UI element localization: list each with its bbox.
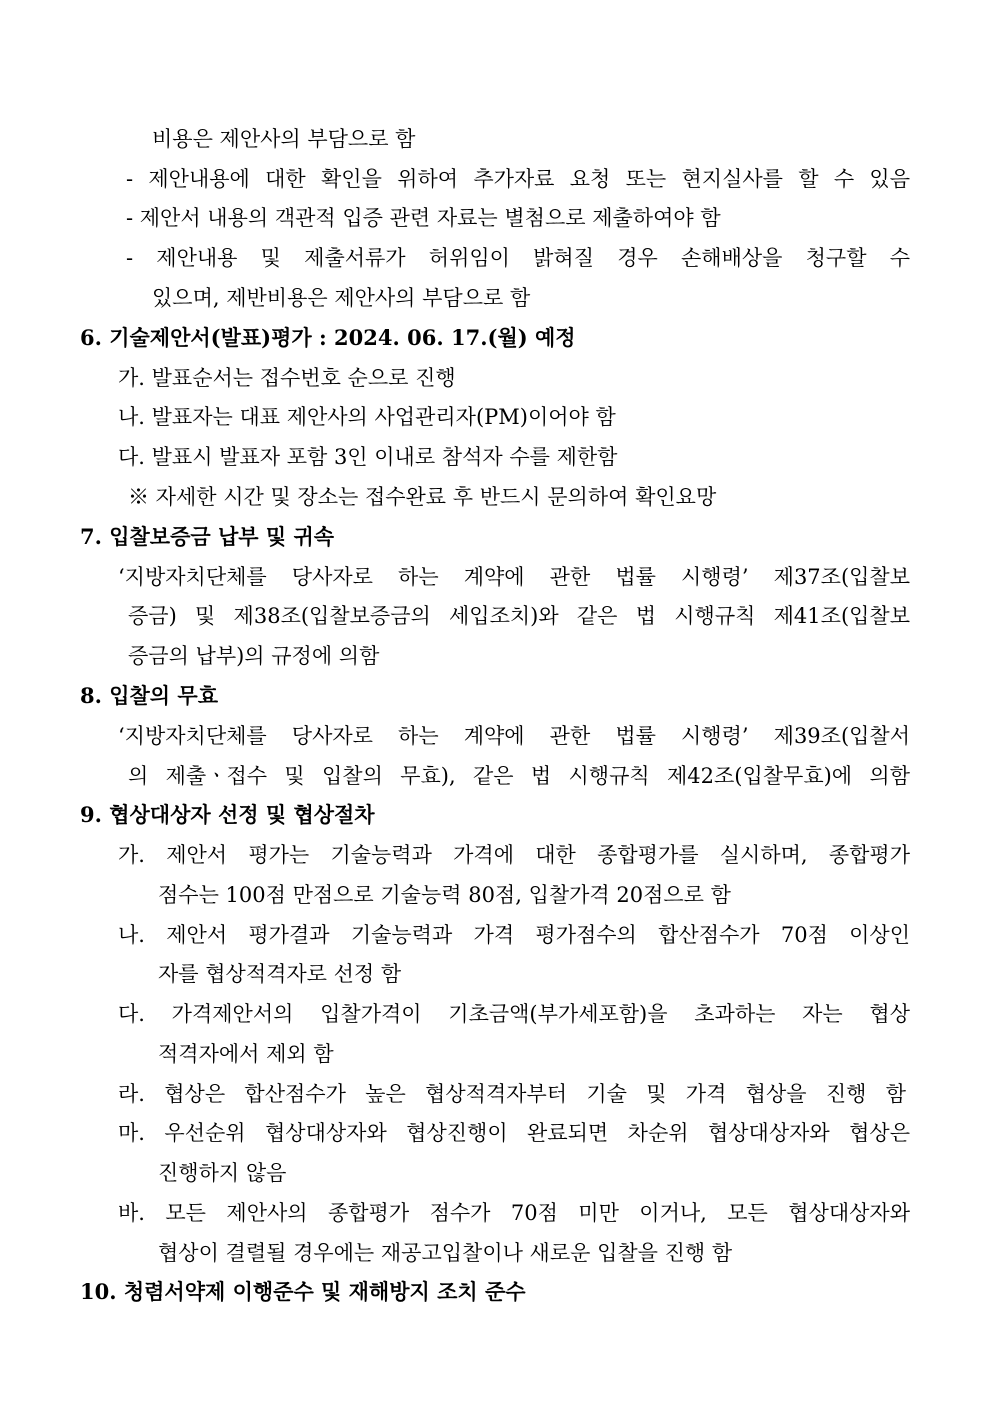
section-6-heading: 6. 기술제안서(발표)평가 : 2024. 06. 17.(월) 예정 [80,325,576,350]
section-10-heading: 10. 청렴서약제 이행준수 및 재해방지 조치 준수 [80,1279,526,1304]
intro-bullet-evidence: - 제안서 내용의 객관적 입증 관련 자료는 별첨으로 제출하여야 함 [126,206,721,230]
intro-bullet-verification: - 제안내용에 대한 확인을 위하여 추가자료 요청 또는 현지실사를 할 수 있음 [126,167,910,191]
section-9-item-ga-2: 점수는 100점 만점으로 기술능력 80점, 입찰가격 20점으로 함 [158,883,731,907]
section-6-item-ga: 가. 발표순서는 접수번호 순으로 진행 [118,366,456,390]
section-9-item-na-1: 나. 제안서 평가결과 기술능력과 가격 평가점수의 합산점수가 70점 이상인 [118,923,910,947]
intro-bullet-falsity: - 제안내용 및 제출서류가 허위임이 밝혀질 경우 손해배상을 청구할 수 [126,246,910,270]
section-9-item-ra: 라. 협상은 합산점수가 높은 협상적격자부터 기술 및 가격 협상을 진행 함 [118,1082,906,1106]
section-7-line-1: ‘지방자치단체를 당사자로 하는 계약에 관한 법률 시행령’ 제37조(입찰보 [118,565,910,589]
section-7-line-2: 증금) 및 제38조(입찰보증금의 세입조치)와 같은 법 시행규칙 제41조(입찰보 [128,604,910,628]
section-9-item-ga-1: 가. 제안서 평가는 기술능력과 가격에 대한 종합평가를 실시하며, 종합평가 [118,843,910,867]
section-6-item-na: 나. 발표자는 대표 제안사의 사업관리자(PM)이어야 함 [118,405,616,429]
intro-bullet-falsity-cont: 있으며, 제반비용은 제안사의 부담으로 함 [152,286,531,310]
section-8-line-1: ‘지방자치단체를 당사자로 하는 계약에 관한 법률 시행령’ 제39조(입찰서 [118,724,910,748]
section-9-item-da-1: 다. 가격제안서의 입찰가격이 기초금액(부가세포함)을 초과하는 자는 협상 [118,1002,910,1026]
section-7-line-3: 증금의 납부)의 규정에 의함 [128,644,380,668]
section-9-item-ma-1: 마. 우선순위 협상대상자와 협상진행이 완료되면 차순위 협상대상자와 협상은 [118,1121,910,1145]
section-6-item-da: 다. 발표시 발표자 포함 3인 이내로 참석자 수를 제한함 [118,445,618,469]
section-8-line-2: 의 제출ㆍ접수 및 입찰의 무효), 같은 법 시행규칙 제42조(입찰무효)에 의함 [128,764,910,788]
section-9-item-ma-2: 진행하지 않음 [158,1161,287,1185]
section-9-item-ba-2: 협상이 결렬될 경우에는 재공고입찰이나 새로운 입찰을 진행 함 [158,1241,733,1265]
section-9-item-ba-1: 바. 모든 제안사의 종합평가 점수가 70점 미만 이거나, 모든 협상대상자와 [118,1201,910,1225]
section-8-heading: 8. 입찰의 무효 [80,683,218,708]
intro-cost-line: 비용은 제안사의 부담으로 함 [152,127,416,151]
section-9-heading: 9. 협상대상자 선정 및 협상절차 [80,802,375,827]
section-6-note: ※ 자세한 시간 및 장소는 접수완료 후 반드시 문의하여 확인요망 [128,485,717,509]
section-7-heading: 7. 입찰보증금 납부 및 귀속 [80,524,335,549]
section-9-item-da-2: 적격자에서 제외 함 [158,1042,334,1066]
section-9-item-na-2: 자를 협상적격자로 선정 함 [158,962,402,986]
